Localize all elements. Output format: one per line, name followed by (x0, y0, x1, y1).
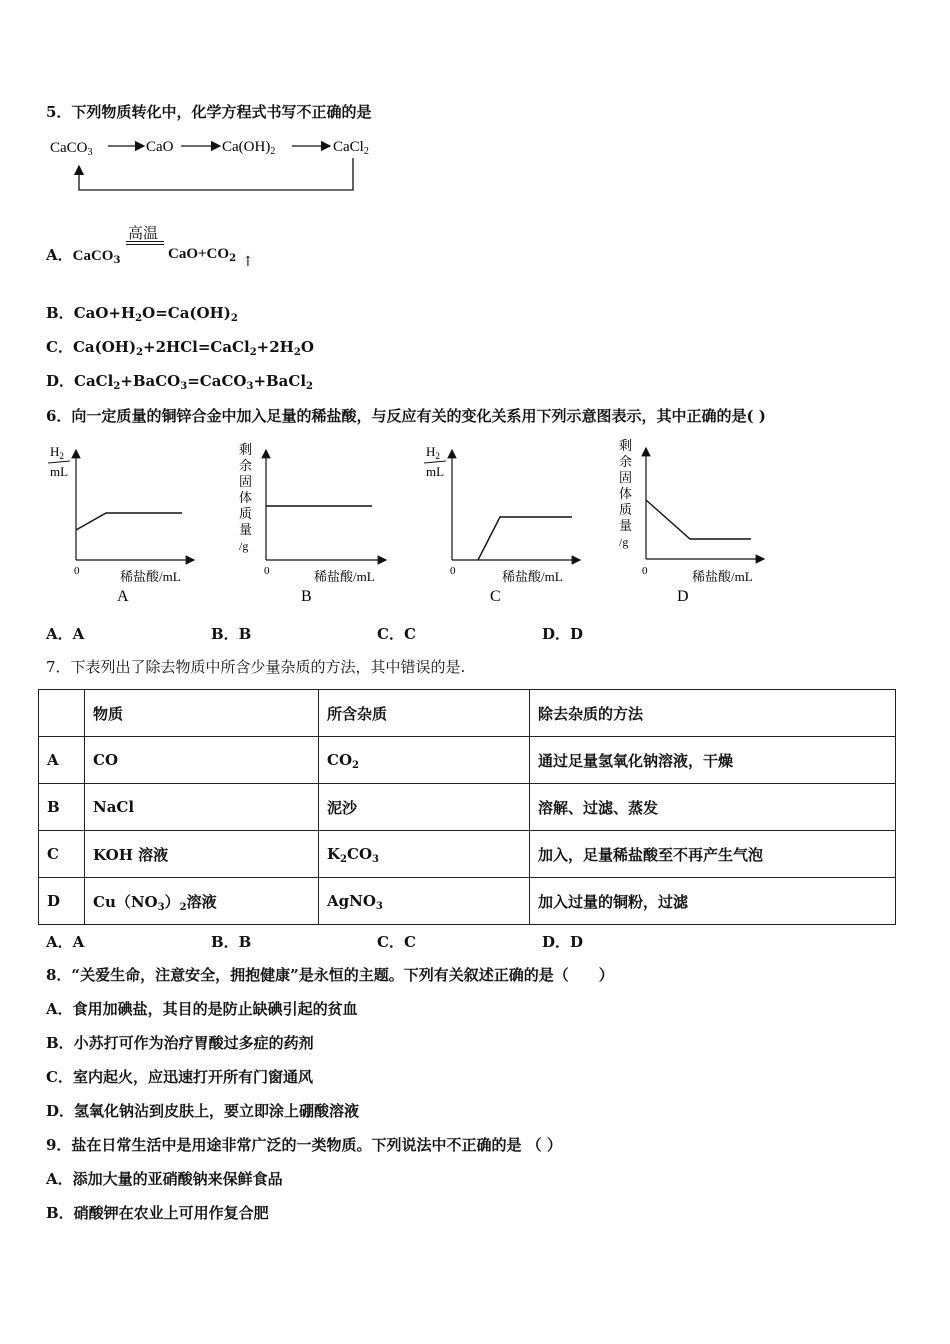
q5-option-b: B．$CaO+H_2O=Ca(OH)_2$ (46, 304, 238, 324)
graph-a-ylabel: $H_2$ (50, 444, 64, 461)
svg-text:剩: 剩 (239, 442, 253, 457)
q8-option-d[interactable]: D．氢氧化钠沾到皮肤上，要立即涂上硼酸溶液 (46, 1102, 360, 1120)
svg-text:固: 固 (239, 474, 253, 489)
table-row: A CO $CO_2$ 通过足量氢氧化钠溶液，干燥 (39, 737, 896, 784)
q7-option-d[interactable]: D．D (542, 933, 584, 951)
q6-option-d[interactable]: D．D (542, 625, 584, 643)
q5-conversion-diagram (46, 132, 386, 198)
graph-a-curve (76, 513, 182, 530)
graph-c-curve (478, 517, 572, 560)
q9-stem: 9．盐在日常生活中是用途非常广泛的一类物质。下列说法中不正确的是 （ ） (46, 1136, 562, 1154)
q7-option-b[interactable]: B．B (211, 933, 252, 951)
graph-d-curve (646, 500, 751, 539)
q8-option-c[interactable]: C．室内起火，应迅速打开所有门窗通风 (46, 1068, 313, 1086)
q7-option-c[interactable]: C．C (377, 933, 416, 951)
q6-graph-d (614, 436, 774, 610)
q9-option-b[interactable]: B．硝酸钾在农业上可用作复合肥 (46, 1204, 269, 1222)
q6-graph-c (420, 440, 590, 610)
svg-text:剩: 剩 (619, 438, 633, 453)
graph-b-letter: B (301, 588, 312, 605)
svg-text:mL: mL (50, 464, 69, 479)
header-cell: 所含杂质 (319, 690, 530, 737)
svg-text:稀盐酸/mL: 稀盐酸/mL (120, 569, 181, 584)
graph-c-letter: C (490, 588, 501, 605)
q5-option-d: D．CaCl$_2$+BaCO$_3$=CaCO$_3$+BaCl$_2$ (46, 372, 314, 392)
header-cell: 物质 (85, 690, 319, 737)
svg-text:固: 固 (619, 470, 633, 485)
svg-text:稀盐酸/mL: 稀盐酸/mL (502, 569, 563, 584)
svg-text:余: 余 (619, 454, 633, 469)
q8-stem: 8．“关爱生命，注意安全，拥抱健康”是永恒的主题。下列有关叙述正确的是（ ） (46, 966, 614, 984)
svg-text:质: 质 (239, 506, 253, 521)
diagram-caoh2: $Ca(OH)_2$ (222, 139, 276, 157)
q5-stem: 5．下列物质转化中，化学方程式书写不正确的是 (46, 103, 372, 121)
graph-a-letter: A (117, 588, 129, 605)
diagram-cao: CaO (146, 139, 174, 155)
q9-option-a[interactable]: A．添加大量的亚硝酸钠来保鲜食品 (46, 1170, 283, 1188)
table-row: D $Cu(NO_3)_2$溶液 AgNO$_3$ 加入过量的铜粉，过滤 (39, 878, 896, 925)
table-row: B NaCl 泥沙 溶解、过滤、蒸发 (39, 784, 896, 831)
svg-text:量: 量 (619, 518, 633, 533)
diagram-cacl2: CaCl$_2$ (333, 139, 369, 157)
q7-stem: 7．下表列出了除去物质中所含少量杂质的方法，其中错误的是. (46, 658, 466, 676)
svg-text:体: 体 (239, 490, 253, 505)
q5-a-gas: ↑ (242, 254, 254, 270)
svg-text:体: 体 (619, 486, 633, 501)
q6-graph-b (234, 440, 394, 610)
q7-option-a[interactable]: A．A (46, 933, 85, 951)
q6-option-c[interactable]: C．C (377, 625, 416, 643)
q6-stem: 6．向一定质量的铜锌合金中加入足量的稀盐酸，与反应有关的变化关系用下列示意图表示，其中正确的是( ) (46, 407, 766, 425)
q5-a-label: A． (46, 246, 73, 264)
svg-text:质: 质 (619, 502, 633, 517)
q6-option-b[interactable]: B．B (211, 625, 252, 643)
return-arrow (79, 158, 353, 190)
table-header-row (39, 690, 896, 737)
q8-option-b[interactable]: B．小苏打可作为治疗胃酸过多症的药剂 (46, 1034, 314, 1052)
q6-options (46, 623, 746, 643)
svg-text:0: 0 (264, 565, 270, 577)
svg-text:稀盐酸/mL: 稀盐酸/mL (314, 569, 375, 584)
svg-text:H2: $H_2$ (426, 444, 440, 461)
q6-option-a[interactable]: A．A (46, 625, 85, 643)
diagram-caco3: CaCO$_3$ (50, 140, 93, 158)
q7-options (46, 931, 746, 951)
q5-option-a: A．CaCO$_3$ 高温 $CaO+CO_2$ ↑ (46, 224, 254, 270)
svg-text:余: 余 (239, 458, 253, 473)
svg-text:量: 量 (239, 522, 253, 537)
q6-graph-a (44, 440, 204, 610)
svg-text:0: 0 (642, 565, 648, 577)
svg-text:/g: /g (619, 535, 629, 549)
header-cell (39, 690, 85, 737)
svg-text:/g: /g (239, 539, 249, 553)
q5-a-equals (126, 241, 164, 242)
q5-a-right: CaO+CO (168, 246, 230, 262)
svg-text:稀盐酸/mL: 稀盐酸/mL (692, 569, 753, 584)
svg-text:0: 0 (450, 565, 456, 577)
q5-a-condition: 高温 (128, 224, 159, 242)
header-cell: 除去杂质的方法 (530, 690, 896, 737)
q5-a-left: CaCO (72, 248, 114, 264)
table-row: C KOH 溶液 $K_2CO_3$ 加入，足量稀盐酸至不再产生气泡 (39, 831, 896, 878)
graph-d-letter: D (677, 588, 689, 605)
svg-text:0: 0 (74, 565, 80, 577)
q7-table (38, 689, 896, 925)
svg-text:mL: mL (426, 464, 445, 479)
q8-option-a[interactable]: A．食用加碘盐，其目的是防止缺碘引起的贫血 (46, 1000, 358, 1018)
q5-option-c: C．$Ca(OH)_2+2HCl=CaCl_2+2H_2O$ (46, 338, 314, 358)
